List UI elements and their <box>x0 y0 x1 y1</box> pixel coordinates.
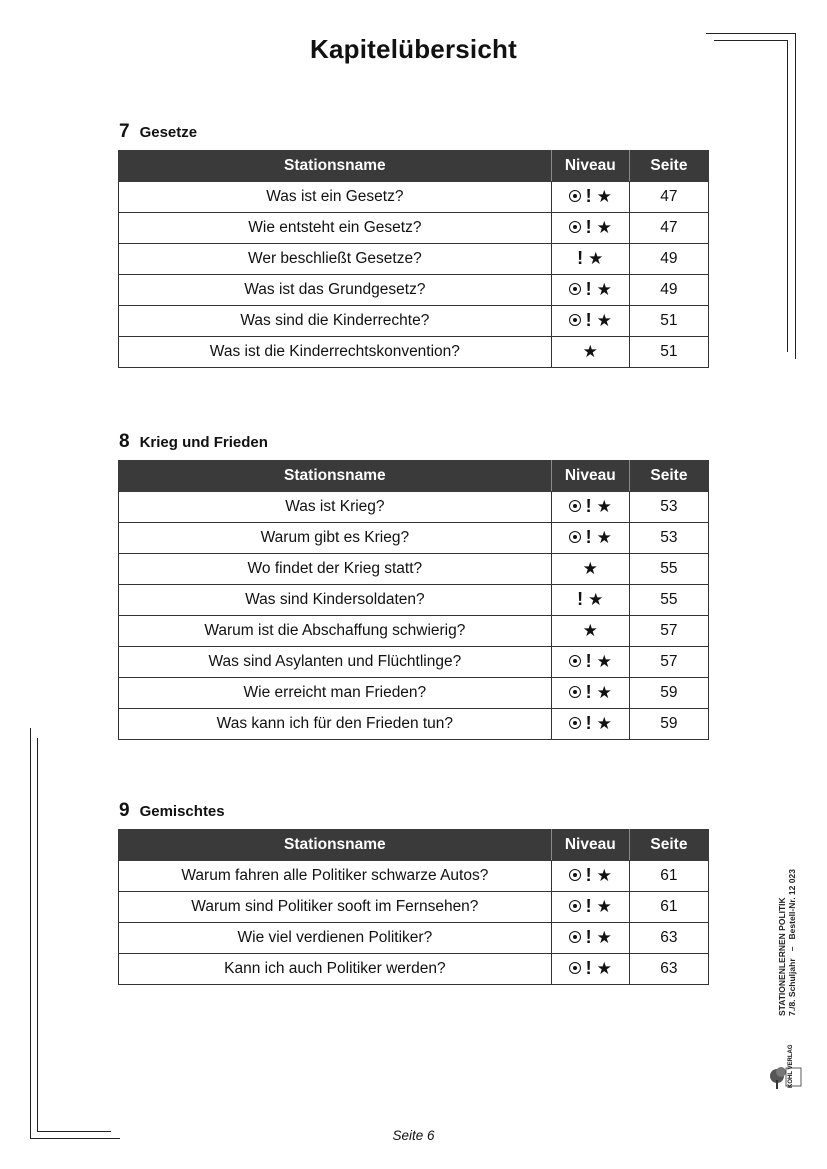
page-number-cell: 49 <box>629 275 708 306</box>
section-number: 7 <box>119 121 130 142</box>
table-row <box>119 275 709 306</box>
exclamation-icon: ! <box>585 958 592 978</box>
niveau-symbols <box>583 343 598 360</box>
page-number-cell: 57 <box>629 616 708 647</box>
star-icon: ★ <box>596 865 612 885</box>
niveau-cell <box>551 616 629 647</box>
star-icon: ★ <box>596 527 612 547</box>
niveau-cell <box>551 709 629 740</box>
station-name-cell: Warum gibt es Krieg? <box>119 523 552 554</box>
niveau-symbols <box>569 683 612 701</box>
table-row <box>119 523 709 554</box>
star-icon: ★ <box>596 186 612 206</box>
exclamation-icon: ! <box>585 865 592 885</box>
station-name-cell: Kann ich auch Politiker werden? <box>119 954 552 985</box>
column-header-niveau: Niveau <box>551 151 629 182</box>
target-circle-icon <box>569 314 581 326</box>
niveau-cell <box>551 306 629 337</box>
column-header-seite: Seite <box>629 461 708 492</box>
target-circle-icon <box>569 190 581 202</box>
table-row <box>119 954 709 985</box>
station-name-cell: Wo findet der Krieg statt? <box>119 554 552 585</box>
section-krieg-und-frieden <box>118 431 710 740</box>
exclamation-icon: ! <box>577 589 584 609</box>
publisher-logo <box>768 1044 802 1092</box>
table-row <box>119 306 709 337</box>
niveau-symbols <box>569 652 612 670</box>
station-name-cell: Was ist ein Gesetz? <box>119 182 552 213</box>
page-number-cell: 49 <box>629 244 708 275</box>
frame-line-left-outer <box>30 728 31 1139</box>
page-number-cell: 55 <box>629 554 708 585</box>
tree-logo-icon <box>768 1062 802 1092</box>
star-icon: ★ <box>596 896 612 916</box>
section-title: Gemischtes <box>139 803 225 820</box>
table-row <box>119 678 709 709</box>
frame-line-right-inner <box>787 40 788 352</box>
target-circle-icon <box>569 931 581 943</box>
frame-line-left-inner <box>37 738 38 1131</box>
frame-line-top-right-inner <box>714 40 788 41</box>
station-name-cell: Warum ist die Abschaffung schwierig? <box>119 616 552 647</box>
star-icon: ★ <box>596 682 612 702</box>
niveau-cell <box>551 275 629 306</box>
page-number-cell: 47 <box>629 213 708 244</box>
target-circle-icon <box>569 655 581 667</box>
niveau-symbols <box>569 218 612 236</box>
star-icon: ★ <box>582 558 598 578</box>
side-label-order-info: 7./8. Schuljahr – Bestell-Nr. 12 023 <box>787 869 797 1016</box>
table-header-row <box>119 461 709 492</box>
station-name-cell: Was ist die Kinderrechtskonvention? <box>119 337 552 368</box>
station-name-cell: Wie entsteht ein Gesetz? <box>119 213 552 244</box>
target-circle-icon <box>569 717 581 729</box>
niveau-symbols <box>583 560 598 577</box>
table-header-row <box>119 830 709 861</box>
page-number-cell: 55 <box>629 585 708 616</box>
niveau-symbols <box>577 249 603 267</box>
niveau-cell <box>551 954 629 985</box>
table-row <box>119 492 709 523</box>
station-name-cell: Wie erreicht man Frieden? <box>119 678 552 709</box>
frame-line-right-outer <box>795 33 796 359</box>
section-number: 9 <box>119 800 130 821</box>
exclamation-icon: ! <box>577 248 584 268</box>
niveau-cell <box>551 554 629 585</box>
star-icon: ★ <box>596 713 612 733</box>
column-header-stationsname: Stationsname <box>119 830 552 861</box>
column-header-seite: Seite <box>629 151 708 182</box>
section-title: Gesetze <box>139 124 198 141</box>
exclamation-icon: ! <box>585 651 592 671</box>
station-name-cell: Was sind Kindersoldaten? <box>119 585 552 616</box>
niveau-cell <box>551 244 629 275</box>
exclamation-icon: ! <box>585 279 592 299</box>
page-number-cell: 63 <box>629 923 708 954</box>
page-number-cell: 61 <box>629 861 708 892</box>
target-circle-icon <box>569 283 581 295</box>
exclamation-icon: ! <box>585 896 592 916</box>
page-number-cell: 51 <box>629 306 708 337</box>
column-header-stationsname: Stationsname <box>119 461 552 492</box>
page-number-cell: 57 <box>629 647 708 678</box>
table-row <box>119 709 709 740</box>
star-icon: ★ <box>588 589 604 609</box>
page-number-cell: 51 <box>629 337 708 368</box>
column-header-niveau: Niveau <box>551 830 629 861</box>
niveau-symbols <box>569 187 612 205</box>
target-circle-icon <box>569 900 581 912</box>
table-row <box>119 616 709 647</box>
table-row <box>119 554 709 585</box>
table-row <box>119 861 709 892</box>
niveau-symbols <box>569 497 612 515</box>
niveau-cell <box>551 923 629 954</box>
niveau-symbols <box>569 866 612 884</box>
station-name-cell: Warum fahren alle Politiker schwarze Autos? <box>119 861 552 892</box>
exclamation-icon: ! <box>585 713 592 733</box>
niveau-symbols <box>569 959 612 977</box>
niveau-cell <box>551 861 629 892</box>
page-number-cell: 53 <box>629 523 708 554</box>
page-number-cell: 47 <box>629 182 708 213</box>
page-number-cell: 63 <box>629 954 708 985</box>
target-circle-icon <box>569 962 581 974</box>
exclamation-icon: ! <box>585 186 592 206</box>
niveau-symbols <box>569 714 612 732</box>
niveau-symbols <box>569 280 612 298</box>
table-row <box>119 337 709 368</box>
table-row <box>119 213 709 244</box>
side-label <box>777 826 797 1016</box>
station-name-cell: Wie viel verdienen Politiker? <box>119 923 552 954</box>
station-name-cell: Warum sind Politiker sooft im Fernsehen? <box>119 892 552 923</box>
niveau-symbols <box>577 590 603 608</box>
target-circle-icon <box>569 869 581 881</box>
section-gemischtes <box>118 800 710 985</box>
station-name-cell: Was ist das Grundgesetz? <box>119 275 552 306</box>
station-name-cell: Was ist Krieg? <box>119 492 552 523</box>
target-circle-icon <box>569 686 581 698</box>
star-icon: ★ <box>588 248 604 268</box>
star-icon: ★ <box>582 341 598 361</box>
stations-table <box>118 829 709 985</box>
niveau-cell <box>551 523 629 554</box>
niveau-cell <box>551 492 629 523</box>
niveau-cell <box>551 585 629 616</box>
section-number: 8 <box>119 431 130 452</box>
exclamation-icon: ! <box>585 527 592 547</box>
table-row <box>119 182 709 213</box>
side-label-title: STATIONENLERNEN POLITIK <box>777 897 787 1016</box>
table-row <box>119 244 709 275</box>
exclamation-icon: ! <box>585 217 592 237</box>
page-title: Kapitelübersicht <box>310 34 517 64</box>
star-icon: ★ <box>582 620 598 640</box>
niveau-cell <box>551 892 629 923</box>
station-name-cell: Was kann ich für den Frieden tun? <box>119 709 552 740</box>
target-circle-icon <box>569 500 581 512</box>
target-circle-icon <box>569 221 581 233</box>
page-number-footer: Seite 6 <box>392 1128 435 1143</box>
column-header-seite: Seite <box>629 830 708 861</box>
niveau-symbols <box>569 311 612 329</box>
star-icon: ★ <box>596 310 612 330</box>
column-header-niveau: Niveau <box>551 461 629 492</box>
table-row <box>119 647 709 678</box>
stations-table <box>118 150 709 368</box>
station-name-cell: Was sind Asylanten und Flüchtlinge? <box>119 647 552 678</box>
page-number-cell: 59 <box>629 709 708 740</box>
niveau-symbols <box>583 622 598 639</box>
table-row <box>119 923 709 954</box>
star-icon: ★ <box>596 279 612 299</box>
niveau-symbols <box>569 928 612 946</box>
table-row <box>119 585 709 616</box>
page-number-cell: 59 <box>629 678 708 709</box>
frame-line-top-right <box>706 33 796 34</box>
exclamation-icon: ! <box>585 682 592 702</box>
exclamation-icon: ! <box>585 927 592 947</box>
niveau-cell <box>551 213 629 244</box>
section-heading <box>118 121 710 147</box>
section-title: Krieg und Frieden <box>139 434 268 451</box>
table-header-row <box>119 151 709 182</box>
star-icon: ★ <box>596 651 612 671</box>
page-number-cell: 61 <box>629 892 708 923</box>
station-name-cell: Was sind die Kinderrechte? <box>119 306 552 337</box>
star-icon: ★ <box>596 217 612 237</box>
star-icon: ★ <box>596 958 612 978</box>
target-circle-icon <box>569 531 581 543</box>
niveau-cell <box>551 647 629 678</box>
stations-table <box>118 460 709 740</box>
page-number-cell: 53 <box>629 492 708 523</box>
station-name-cell: Wer beschließt Gesetze? <box>119 244 552 275</box>
publisher-name: KOHL VERLAG <box>788 1044 794 1088</box>
niveau-cell <box>551 337 629 368</box>
niveau-symbols <box>569 897 612 915</box>
star-icon: ★ <box>596 496 612 516</box>
exclamation-icon: ! <box>585 310 592 330</box>
star-icon: ★ <box>596 927 612 947</box>
niveau-cell <box>551 182 629 213</box>
niveau-symbols <box>569 528 612 546</box>
section-heading <box>118 431 710 457</box>
niveau-cell <box>551 678 629 709</box>
section-heading <box>118 800 710 826</box>
column-header-stationsname: Stationsname <box>119 151 552 182</box>
table-row <box>119 892 709 923</box>
exclamation-icon: ! <box>585 496 592 516</box>
section-gesetze <box>118 121 710 368</box>
